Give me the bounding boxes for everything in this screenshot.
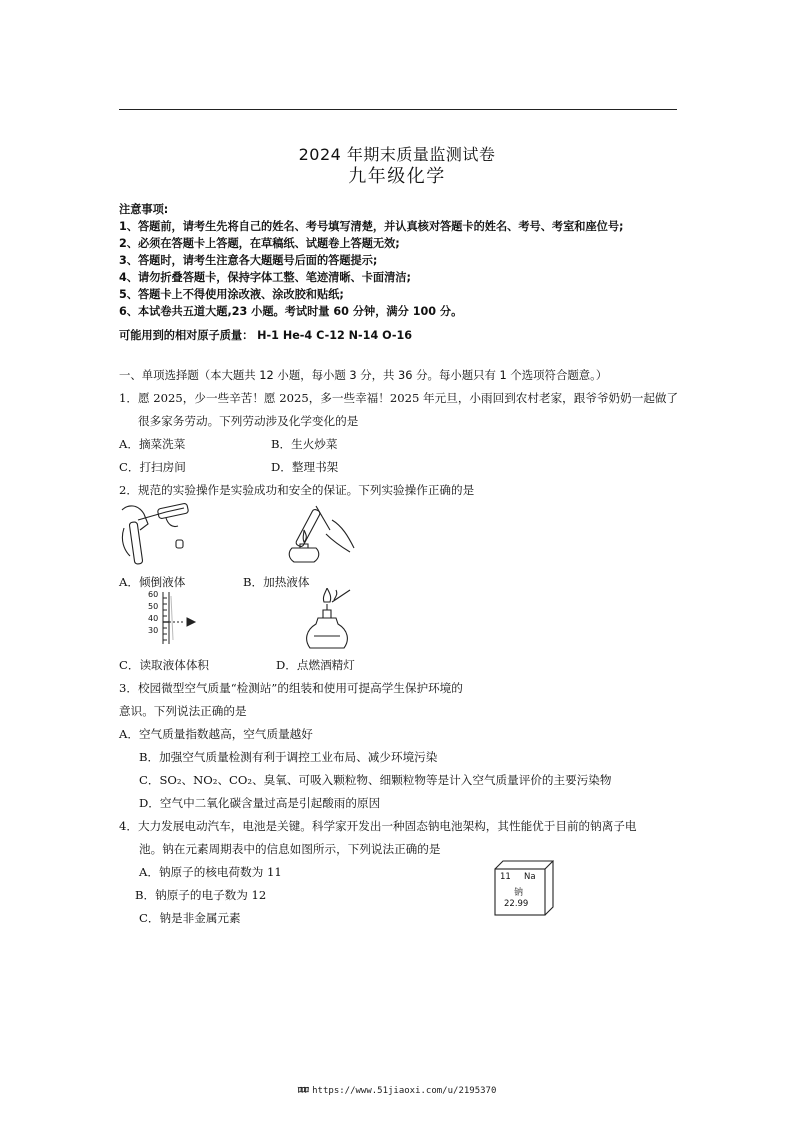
q4-stem-line1: 4．大力发展电动汽车，电池是关键。科学家开发出一种固态钠电池架构，其性能优于目前的钠离子电 [119,819,637,833]
element-name: 钠 [514,888,524,898]
q1-stem-line2: 很多家务劳动。下列劳动涉及化学变化的是 [138,414,359,428]
q3-option-c: C．SO₂、NO₂、CO₂、臭氧、可吸入颗粒物、细颗粒物等是计入空气质量评价的主要污染物 [139,773,612,787]
q3-option-a: A．空气质量指数越高，空气质量越好 [119,727,313,741]
note-item-2: 2、必须在答题卡上答题，在草稿纸、试题卷上答题无效; [119,237,400,250]
notes-heading: 注意事项: [119,203,169,216]
note-item-1: 1、答题前，请考生先将自己的姓名、考号填写清楚，并认真核对答题卡的姓名、考号、考室和座位号; [119,220,624,233]
q4-option-c: C．钠是非金属元素 [139,911,241,925]
page-footer [0,1083,794,1096]
heating-liquid-figure [270,500,360,568]
header-rule [119,109,677,110]
q4-option-a: A．钠原子的核电荷数为 11 [139,865,282,879]
alcohol-lamp-figure [296,588,358,650]
q3-option-d: D．空气中二氧化碳含量过高是引起酸雨的原因 [139,796,381,810]
q1-option-d: D．整理书架 [271,460,339,474]
note-item-5: 5、答题卡上不得使用涂改液、涂改胶和贴纸; [119,288,344,301]
q3-stem-line2: 意识。下列说法正确的是 [119,704,247,718]
exam-title: 2024 年期末质量监测试卷 [298,145,496,164]
section1-heading: 一、单项选择题（本大题共 12 小题，每小题 3 分，共 36 分。每小题只有 1 个选项符合题意。） [119,368,608,382]
note-item-3: 3、答题时，请考生注意各大题题号后面的答题提示; [119,254,378,267]
note-item-4: 4、请勿折叠答题卡，保持字体工整、笔迹清晰、卡面清洁; [119,271,411,284]
q1-option-c: C．打扫房间 [119,460,186,474]
pouring-liquid-figure [118,500,198,568]
q3-option-b: B．加强空气质量检测有利于调控工业布局、减少环境污染 [139,750,438,764]
cylinder-tick-40: 40 [148,614,159,623]
q2-stem: 2．规范的实验操作是实验成功和安全的保证。下列实验操作正确的是 [119,483,475,497]
element-atomic-mass: 22.99 [504,899,529,909]
sodium-element-tile [494,860,554,916]
q2-option-b: B．加热液体 [243,575,310,589]
element-symbol: Na [524,872,536,882]
q1-option-a: A．摘菜洗菜 [119,437,186,451]
q2-option-a: A．倾倒液体 [119,575,186,589]
q4-option-b: B．钠原子的电子数为 12 [135,888,267,902]
q1-stem-line1: 1．愿 2025，少一些辛苦！愿 2025，多一些幸福！2025 年元旦，小雨回到农村老家，跟爷爷奶奶一起做了 [119,391,679,405]
q4-stem-line2: 池。钠在元素周期表中的信息如图所示，下列说法正确的是 [139,842,441,856]
q2-option-c: C．读取液体体积 [119,658,210,672]
atomic-masses: 可能用到的相对原子质量： H-1 He-4 C-12 N-14 O-16 [119,329,413,342]
footer-url[interactable]: https://www.51jiaoxi.com/u/2195370 [312,1086,497,1096]
note-item-6: 6、本试卷共五道大题,23 小题。考试时量 60 分钟，满分 100 分。 [119,305,463,318]
element-atomic-number: 11 [500,872,511,882]
measuring-cylinder-figure [145,592,203,644]
cylinder-tick-30: 30 [148,626,159,635]
footer-logo-mark: ﾛﾛﾛ [297,1086,309,1096]
cylinder-tick-60: 60 [148,590,159,599]
q3-stem-line1: 3．校园微型空气质量“检测站”的组装和使用可提高学生保护环境的 [119,681,463,695]
q2-option-d: D．点燃酒精灯 [276,658,355,672]
q1-option-b: B．生火炒菜 [271,437,338,451]
cylinder-tick-50: 50 [148,602,159,611]
exam-subtitle: 九年级化学 [348,166,446,187]
